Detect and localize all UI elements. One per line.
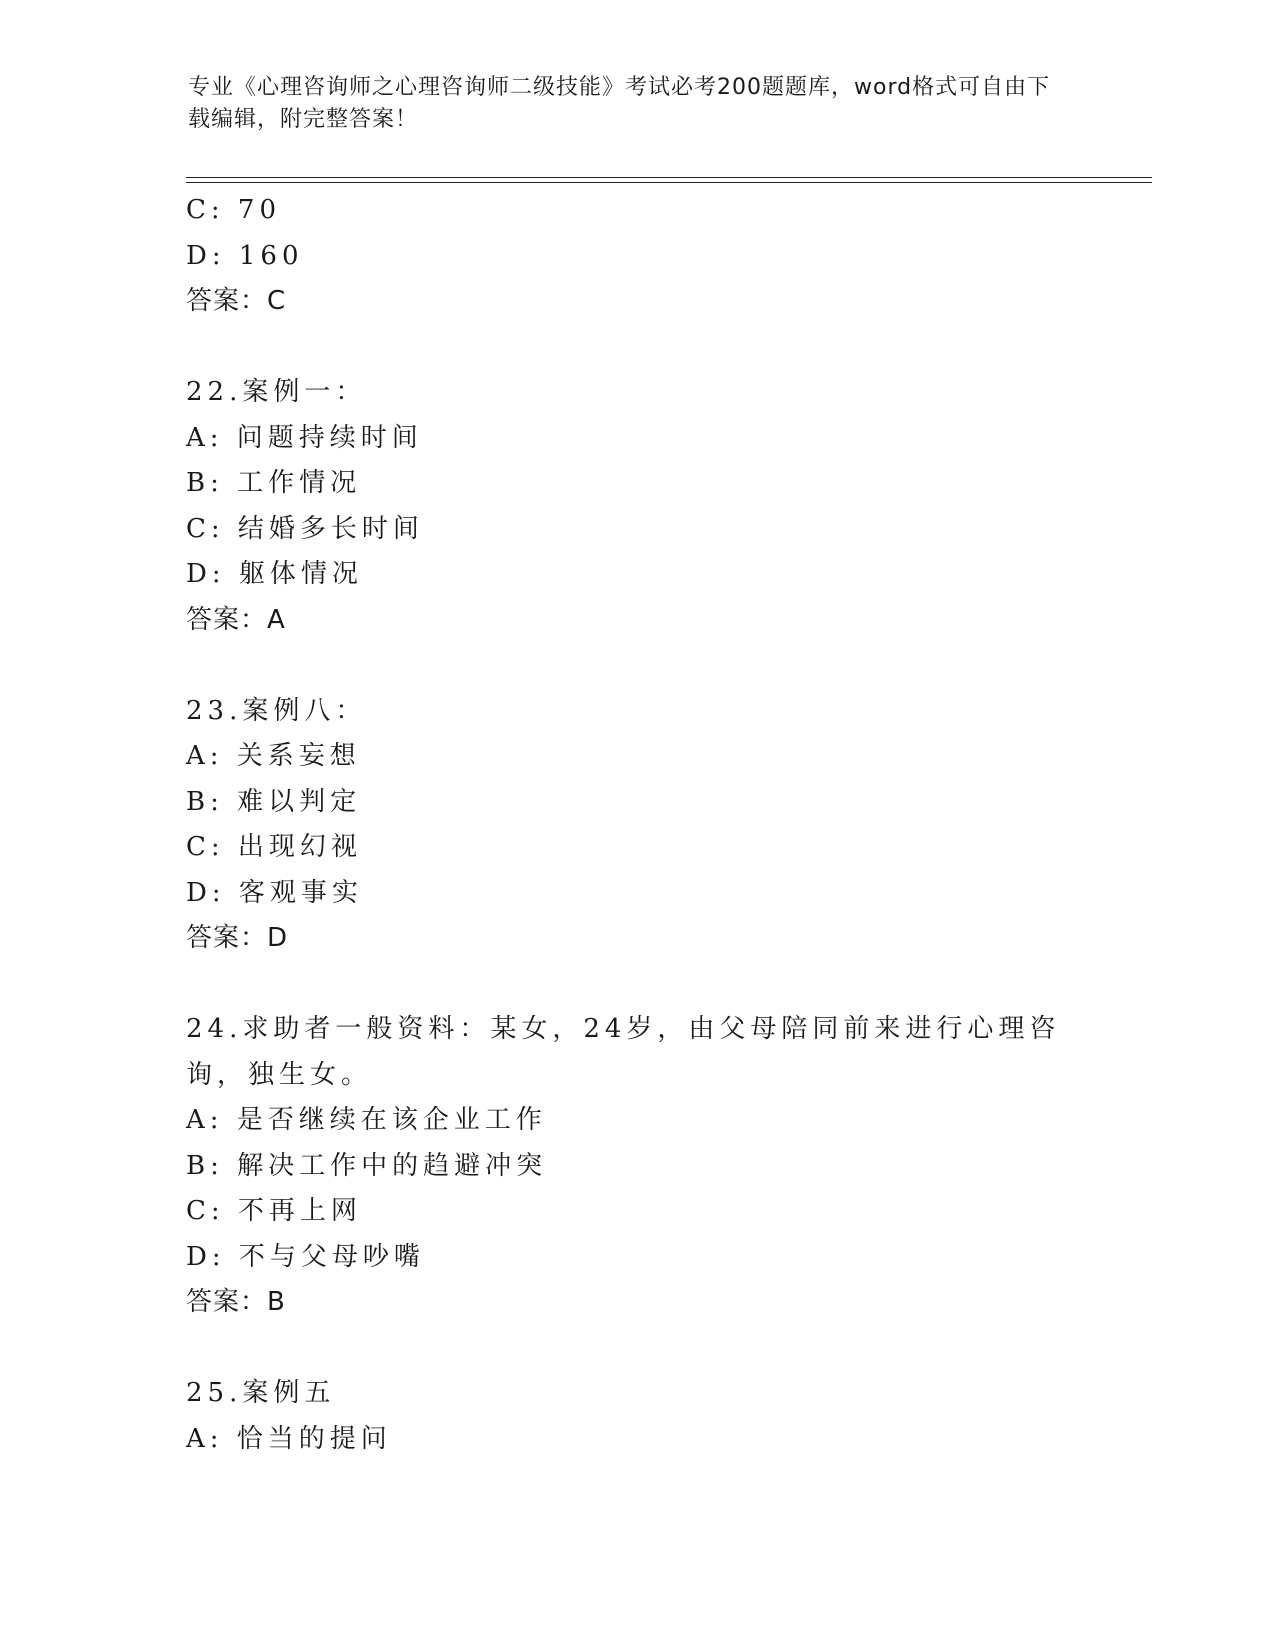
q23-answer: 答案：D	[186, 923, 289, 953]
q23-stem: 23.案例八：	[186, 695, 367, 726]
spacer	[186, 325, 1086, 371]
q24-option-b: B: 解决工作中的趋避冲突	[186, 1150, 548, 1181]
q24-answer: 答案：B	[186, 1287, 286, 1317]
q24-option-c: C: 不再上网	[186, 1196, 362, 1226]
q25-option-a: A: 恰当的提问	[186, 1423, 392, 1454]
q23-option-c: C: 出现幻视	[186, 832, 362, 862]
q21-answer: 答案：C	[186, 286, 287, 316]
q22-option-b: B: 工作情况	[186, 468, 362, 498]
q24-option-d: D: 不与父母吵嘴	[186, 1241, 425, 1272]
spacer	[186, 643, 1086, 689]
q22-option-c: C: 结婚多长时间	[186, 513, 424, 544]
q23-option-a: A: 关系妄想	[186, 741, 361, 771]
q21-option-d: D: 160	[186, 240, 304, 271]
q24-stem: 24.求助者一般资料：某女，24岁，由父母陪同前来进行心理咨询，独生女。	[186, 1014, 1061, 1090]
q22-answer: 答案：A	[186, 604, 286, 635]
q23-option-d: D: 客观事实	[186, 877, 363, 908]
q22-option-d: D: 躯体情况	[186, 559, 363, 589]
q21-option-c: C: 70	[186, 195, 282, 225]
header-rule-top	[186, 177, 1152, 178]
q22-stem: 22.案例一：	[186, 377, 367, 407]
q23-option-b: B: 难以判定	[186, 786, 362, 817]
spacer	[186, 1326, 1086, 1372]
q25-stem: 25.案例五	[186, 1378, 336, 1408]
spacer	[186, 962, 1086, 1008]
page-header: 专业《心理咨询师之心理咨询师二级技能》考试必考200题题库，word格式可自由下载编辑，附完整答案！	[188, 75, 1051, 132]
question-content	[186, 188, 1086, 1462]
header-rule-bottom	[186, 182, 1152, 183]
q22-option-a: A: 问题持续时间	[186, 422, 423, 453]
q24-option-a: A: 是否继续在该企业工作	[186, 1105, 547, 1135]
